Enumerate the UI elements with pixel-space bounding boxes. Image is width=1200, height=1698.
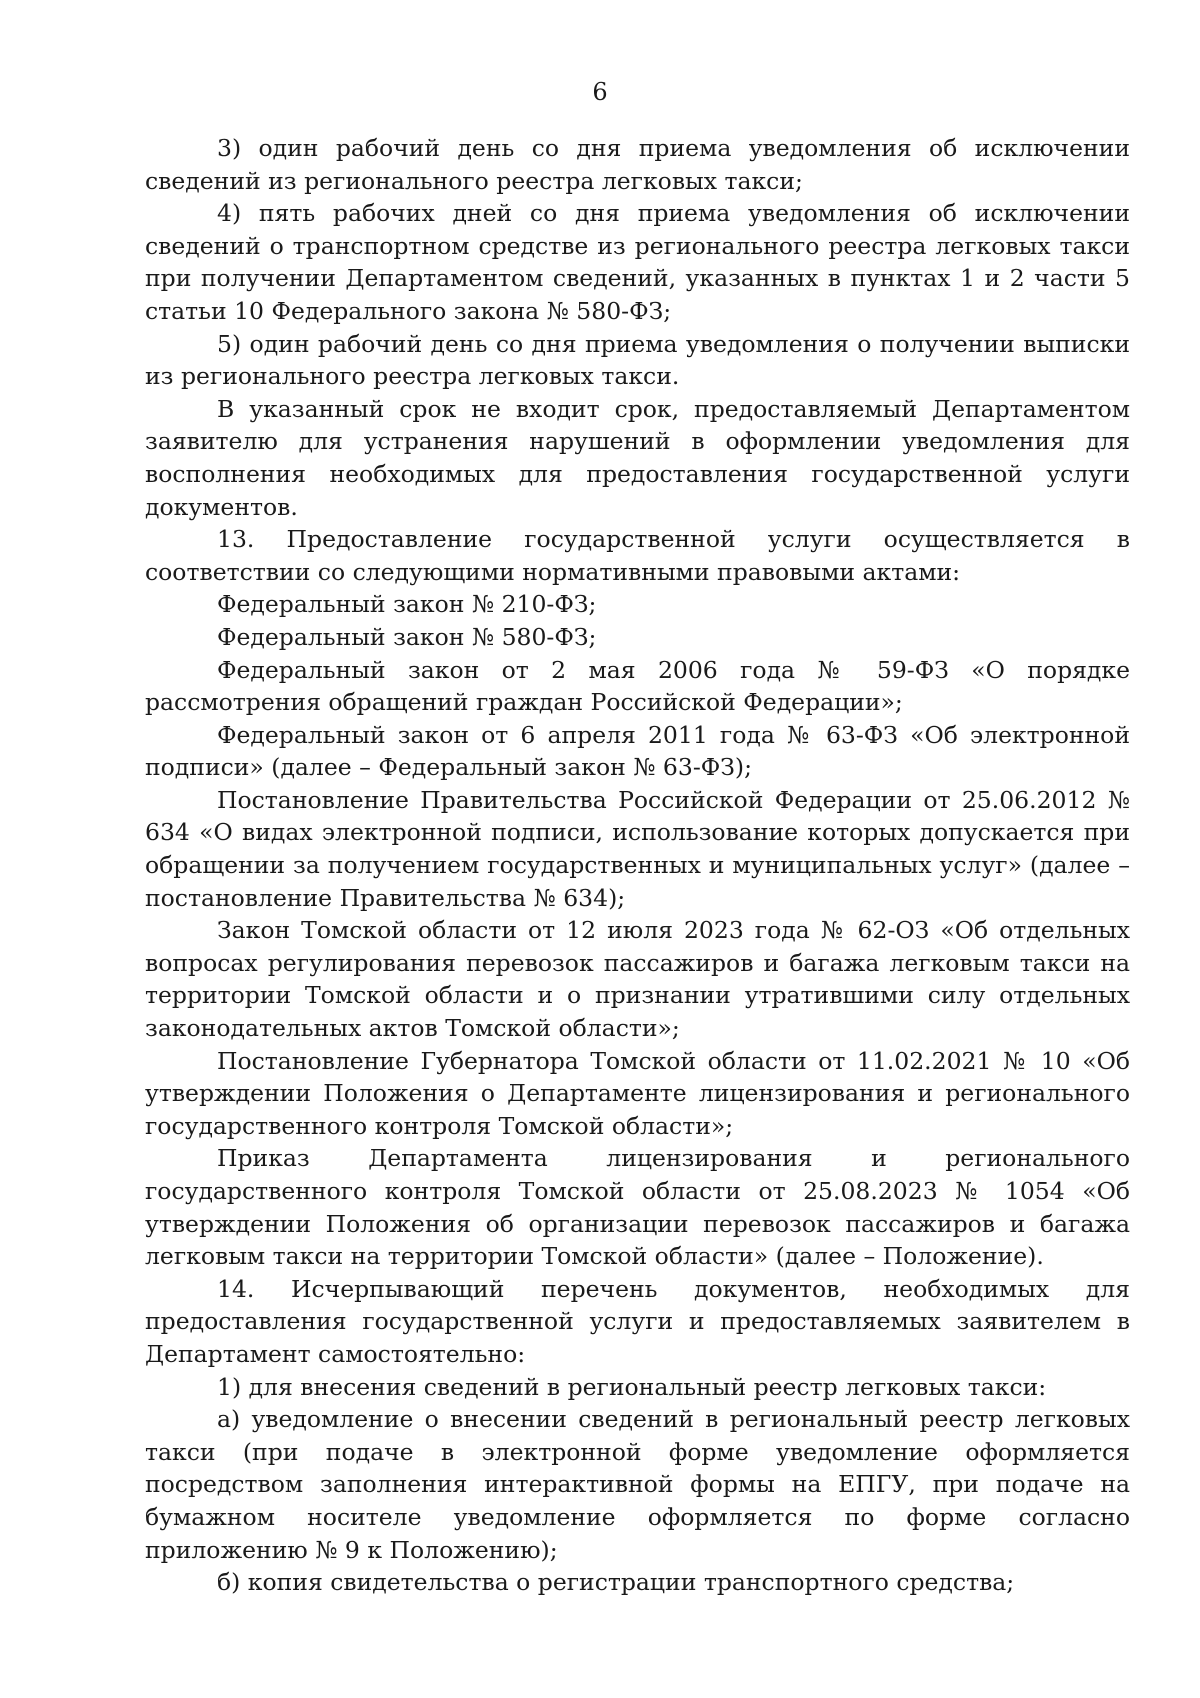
page-number: 6	[592, 78, 608, 106]
paragraph-item-4-deadline: 4) пять рабочих дней со дня приема уведомления об исключении сведений о транспортном средстве из регионального реестра легковых такси при получении Департаментом сведений, указанных в пунктах 1 и 2 части 5 статьи 10 Федерального закона № 580-ФЗ;	[145, 199, 1130, 325]
legal-act-item: Постановление Губернатора Томской области от 11.02.2021 № 10 «Об утверждении Положения о Департаменте лицензирования и регионального государственного контроля Томской области»;	[145, 1046, 1130, 1140]
legal-act-item: Федеральный закон № 580-ФЗ;	[217, 622, 597, 651]
paragraph-section-14: 14. Исчерпывающий перечень документов, необходимых для предоставления государственной услуги и предоставляемых заявителем в Департамент самостоятельно:	[145, 1274, 1130, 1368]
paragraph-item-5-deadline: 5) один рабочий день со дня приема уведомления о получении выписки из регионального реестра легковых такси.	[145, 329, 1130, 391]
paragraph-item-3-deadline: 3) один рабочий день со дня приема уведомления об исключении сведений из регионального реестра легковых такси;	[145, 134, 1130, 195]
legal-act-item: Федеральный закон от 6 апреля 2011 года № 63-ФЗ «Об электронной подписи» (далее – Федеральный закон № 63-ФЗ);	[145, 720, 1130, 782]
paragraph-deadline-exclusion: В указанный срок не входит срок, предоставляемый Департаментом заявителю для устранения нарушений в оформлении уведомления для восполнения необходимых для предоставления государственной услуги документов.	[145, 394, 1130, 521]
legal-act-item: Закон Томской области от 12 июля 2023 года № 62-ОЗ «Об отдельных вопросах регулирования перевозок пассажиров и багажа легковым такси на территории Томской области и о признании утратившими силу отдельных законодательных актов Томской области»;	[145, 916, 1130, 1043]
legal-act-item: Постановление Правительства Российской Федерации от 25.06.2012 № 634 «О видах электронной подписи, использование которых допускается при обращении за получением государственных и муниципальных услуг» (далее – постановление Правительства № 634);	[145, 785, 1130, 912]
document-body	[145, 132, 1130, 1599]
legal-act-item: Федеральный закон № 210-ФЗ;	[217, 590, 597, 619]
legal-act-item: Приказ Департамента лицензирования и регионального государственного контроля Томской области от 25.08.2023 № 1054 «Об утверждении Положения об организации перевозок пассажиров и багажа легковым такси на территории Томской области» (далее – Положение).	[145, 1144, 1130, 1271]
paragraph-subitem-a: а) уведомление о внесении сведений в региональный реестр легковых такси (при подаче в электронной форме уведомление оформляется посредством заполнения интерактивной формы на ЕПГУ, при подаче на бумажном носителе уведомление оформляется по форме согласно приложению № 9 к Положению);	[145, 1405, 1130, 1564]
legal-act-item: Федеральный закон от 2 мая 2006 года № 59-ФЗ «О порядке рассмотрения обращений граждан Российской Федерации»;	[145, 655, 1130, 717]
paragraph-subitem-b: б) копия свидетельства о регистрации транспортного средства;	[217, 1568, 1015, 1597]
paragraph-section-13: 13. Предоставление государственной услуги осуществляется в соответствии со следующими нормативными правовыми актами:	[145, 525, 1130, 586]
paragraph-subitem-1: 1) для внесения сведений в региональный реестр легковых такси:	[217, 1372, 1047, 1401]
